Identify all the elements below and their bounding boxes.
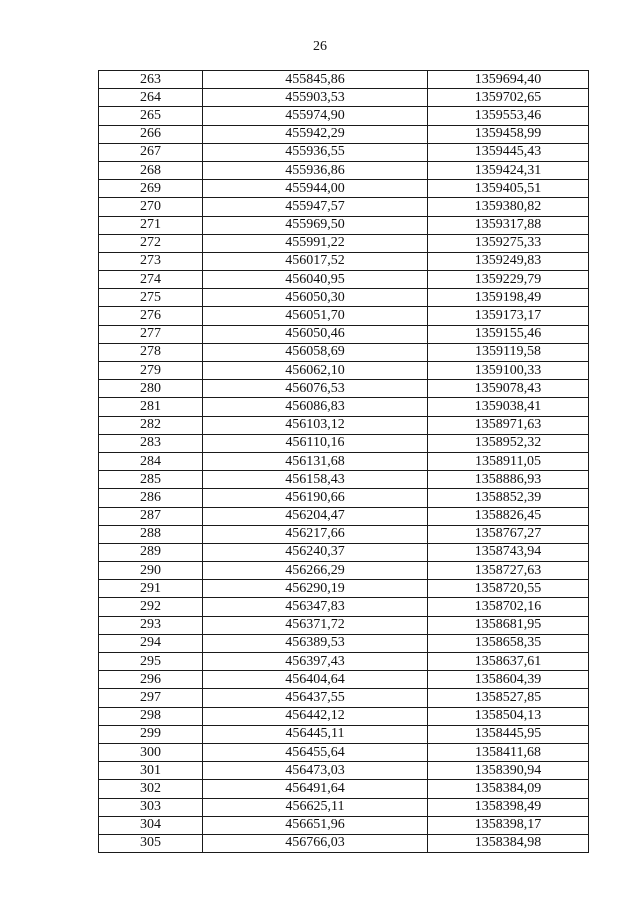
x-coordinate-cell: 456017,52 [203,252,428,270]
table-row [99,180,589,198]
x-coordinate-cell: 456204,47 [203,507,428,525]
x-coordinate-cell: 456062,10 [203,362,428,380]
table-row [99,725,589,743]
y-coordinate-cell: 1358720,55 [428,580,589,598]
point-number-cell: 283 [99,434,203,452]
point-number-cell: 296 [99,671,203,689]
table-row [99,743,589,761]
y-coordinate-cell: 1358604,39 [428,671,589,689]
x-coordinate-cell: 455936,86 [203,161,428,179]
y-coordinate-cell: 1359078,43 [428,380,589,398]
x-coordinate-cell: 456625,11 [203,798,428,816]
table-row [99,362,589,380]
table-row [99,598,589,616]
table-row [99,271,589,289]
y-coordinate-cell: 1359038,41 [428,398,589,416]
point-number-cell: 265 [99,107,203,125]
y-coordinate-cell: 1359119,58 [428,343,589,361]
point-number-cell: 300 [99,743,203,761]
point-number-cell: 278 [99,343,203,361]
point-number-cell: 267 [99,143,203,161]
table-row [99,89,589,107]
x-coordinate-cell: 456491,64 [203,780,428,798]
point-number-cell: 281 [99,398,203,416]
x-coordinate-cell: 455991,22 [203,234,428,252]
table-row [99,125,589,143]
x-coordinate-cell: 456103,12 [203,416,428,434]
page-number: 26 [313,39,327,54]
table-row [99,816,589,834]
y-coordinate-cell: 1358911,05 [428,452,589,470]
y-coordinate-cell: 1359553,46 [428,107,589,125]
x-coordinate-cell: 456371,72 [203,616,428,634]
table-row [99,234,589,252]
x-coordinate-cell: 455936,55 [203,143,428,161]
x-coordinate-cell: 456404,64 [203,671,428,689]
table-row [99,107,589,125]
y-coordinate-cell: 1358852,39 [428,489,589,507]
point-number-cell: 270 [99,198,203,216]
coordinates-table-body [99,71,589,853]
point-number-cell: 291 [99,580,203,598]
y-coordinate-cell: 1358411,68 [428,743,589,761]
table-row [99,398,589,416]
y-coordinate-cell: 1358952,32 [428,434,589,452]
point-number-cell: 286 [99,489,203,507]
x-coordinate-cell: 456473,03 [203,762,428,780]
y-coordinate-cell: 1359173,17 [428,307,589,325]
table-row [99,471,589,489]
point-number-cell: 268 [99,161,203,179]
point-number-cell: 304 [99,816,203,834]
point-number-cell: 287 [99,507,203,525]
point-number-cell: 279 [99,362,203,380]
point-number-cell: 289 [99,543,203,561]
table-row [99,634,589,652]
table-row [99,71,589,89]
y-coordinate-cell: 1358727,63 [428,562,589,580]
y-coordinate-cell: 1358658,35 [428,634,589,652]
point-number-cell: 271 [99,216,203,234]
table-row [99,198,589,216]
x-coordinate-cell: 456347,83 [203,598,428,616]
point-number-cell: 269 [99,180,203,198]
y-coordinate-cell: 1359702,65 [428,89,589,107]
x-coordinate-cell: 456290,19 [203,580,428,598]
table-row [99,671,589,689]
x-coordinate-cell: 456158,43 [203,471,428,489]
x-coordinate-cell: 456651,96 [203,816,428,834]
point-number-cell: 293 [99,616,203,634]
point-number-cell: 274 [99,271,203,289]
table-row [99,616,589,634]
y-coordinate-cell: 1359380,82 [428,198,589,216]
table-row [99,289,589,307]
y-coordinate-cell: 1358384,09 [428,780,589,798]
table-row [99,507,589,525]
x-coordinate-cell: 456050,30 [203,289,428,307]
table-row [99,653,589,671]
table-row [99,562,589,580]
point-number-cell: 277 [99,325,203,343]
point-number-cell: 284 [99,452,203,470]
y-coordinate-cell: 1358743,94 [428,543,589,561]
coordinates-table [98,70,589,853]
x-coordinate-cell: 456240,37 [203,543,428,561]
x-coordinate-cell: 456766,03 [203,834,428,852]
x-coordinate-cell: 456131,68 [203,452,428,470]
point-number-cell: 263 [99,71,203,89]
x-coordinate-cell: 456445,11 [203,725,428,743]
point-number-cell: 302 [99,780,203,798]
y-coordinate-cell: 1359445,43 [428,143,589,161]
point-number-cell: 297 [99,689,203,707]
x-coordinate-cell: 456050,46 [203,325,428,343]
point-number-cell: 275 [99,289,203,307]
x-coordinate-cell: 455845,86 [203,71,428,89]
y-coordinate-cell: 1359694,40 [428,71,589,89]
y-coordinate-cell: 1358445,95 [428,725,589,743]
y-coordinate-cell: 1359198,49 [428,289,589,307]
x-coordinate-cell: 456190,66 [203,489,428,507]
y-coordinate-cell: 1359458,99 [428,125,589,143]
x-coordinate-cell: 456051,70 [203,307,428,325]
point-number-cell: 273 [99,252,203,270]
x-coordinate-cell: 456389,53 [203,634,428,652]
y-coordinate-cell: 1358384,98 [428,834,589,852]
point-number-cell: 305 [99,834,203,852]
y-coordinate-cell: 1358886,93 [428,471,589,489]
point-number-cell: 280 [99,380,203,398]
x-coordinate-cell: 456040,95 [203,271,428,289]
table-row [99,798,589,816]
point-number-cell: 299 [99,725,203,743]
y-coordinate-cell: 1359229,79 [428,271,589,289]
table-row [99,780,589,798]
table-row [99,380,589,398]
y-coordinate-cell: 1359155,46 [428,325,589,343]
table-row [99,325,589,343]
y-coordinate-cell: 1358826,45 [428,507,589,525]
x-coordinate-cell: 455947,57 [203,198,428,216]
x-coordinate-cell: 456058,69 [203,343,428,361]
y-coordinate-cell: 1359317,88 [428,216,589,234]
x-coordinate-cell: 456217,66 [203,525,428,543]
x-coordinate-cell: 455942,29 [203,125,428,143]
point-number-cell: 272 [99,234,203,252]
x-coordinate-cell: 456076,53 [203,380,428,398]
point-number-cell: 264 [99,89,203,107]
table-row [99,489,589,507]
y-coordinate-cell: 1358971,63 [428,416,589,434]
x-coordinate-cell: 455903,53 [203,89,428,107]
y-coordinate-cell: 1359100,33 [428,362,589,380]
point-number-cell: 303 [99,798,203,816]
y-coordinate-cell: 1359405,51 [428,180,589,198]
x-coordinate-cell: 456437,55 [203,689,428,707]
table-row [99,834,589,852]
y-coordinate-cell: 1358398,49 [428,798,589,816]
table-row [99,434,589,452]
y-coordinate-cell: 1358390,94 [428,762,589,780]
table-row [99,143,589,161]
table-row [99,580,589,598]
table-row [99,416,589,434]
x-coordinate-cell: 455974,90 [203,107,428,125]
x-coordinate-cell: 456455,64 [203,743,428,761]
point-number-cell: 294 [99,634,203,652]
y-coordinate-cell: 1358527,85 [428,689,589,707]
table-row [99,707,589,725]
y-coordinate-cell: 1358504,13 [428,707,589,725]
x-coordinate-cell: 456086,83 [203,398,428,416]
y-coordinate-cell: 1359275,33 [428,234,589,252]
y-coordinate-cell: 1358681,95 [428,616,589,634]
point-number-cell: 298 [99,707,203,725]
point-number-cell: 292 [99,598,203,616]
table-row [99,543,589,561]
point-number-cell: 285 [99,471,203,489]
x-coordinate-cell: 456442,12 [203,707,428,725]
point-number-cell: 282 [99,416,203,434]
table-row [99,689,589,707]
y-coordinate-cell: 1358637,61 [428,653,589,671]
y-coordinate-cell: 1359424,31 [428,161,589,179]
table-row [99,252,589,270]
table-row [99,525,589,543]
table-row [99,216,589,234]
table-row [99,452,589,470]
x-coordinate-cell: 455969,50 [203,216,428,234]
table-row [99,762,589,780]
y-coordinate-cell: 1358767,27 [428,525,589,543]
x-coordinate-cell: 456110,16 [203,434,428,452]
table-row [99,161,589,179]
point-number-cell: 276 [99,307,203,325]
point-number-cell: 288 [99,525,203,543]
y-coordinate-cell: 1358702,16 [428,598,589,616]
y-coordinate-cell: 1359249,83 [428,252,589,270]
x-coordinate-cell: 455944,00 [203,180,428,198]
x-coordinate-cell: 456266,29 [203,562,428,580]
point-number-cell: 295 [99,653,203,671]
x-coordinate-cell: 456397,43 [203,653,428,671]
table-row [99,343,589,361]
point-number-cell: 290 [99,562,203,580]
y-coordinate-cell: 1358398,17 [428,816,589,834]
point-number-cell: 301 [99,762,203,780]
point-number-cell: 266 [99,125,203,143]
table-row [99,307,589,325]
